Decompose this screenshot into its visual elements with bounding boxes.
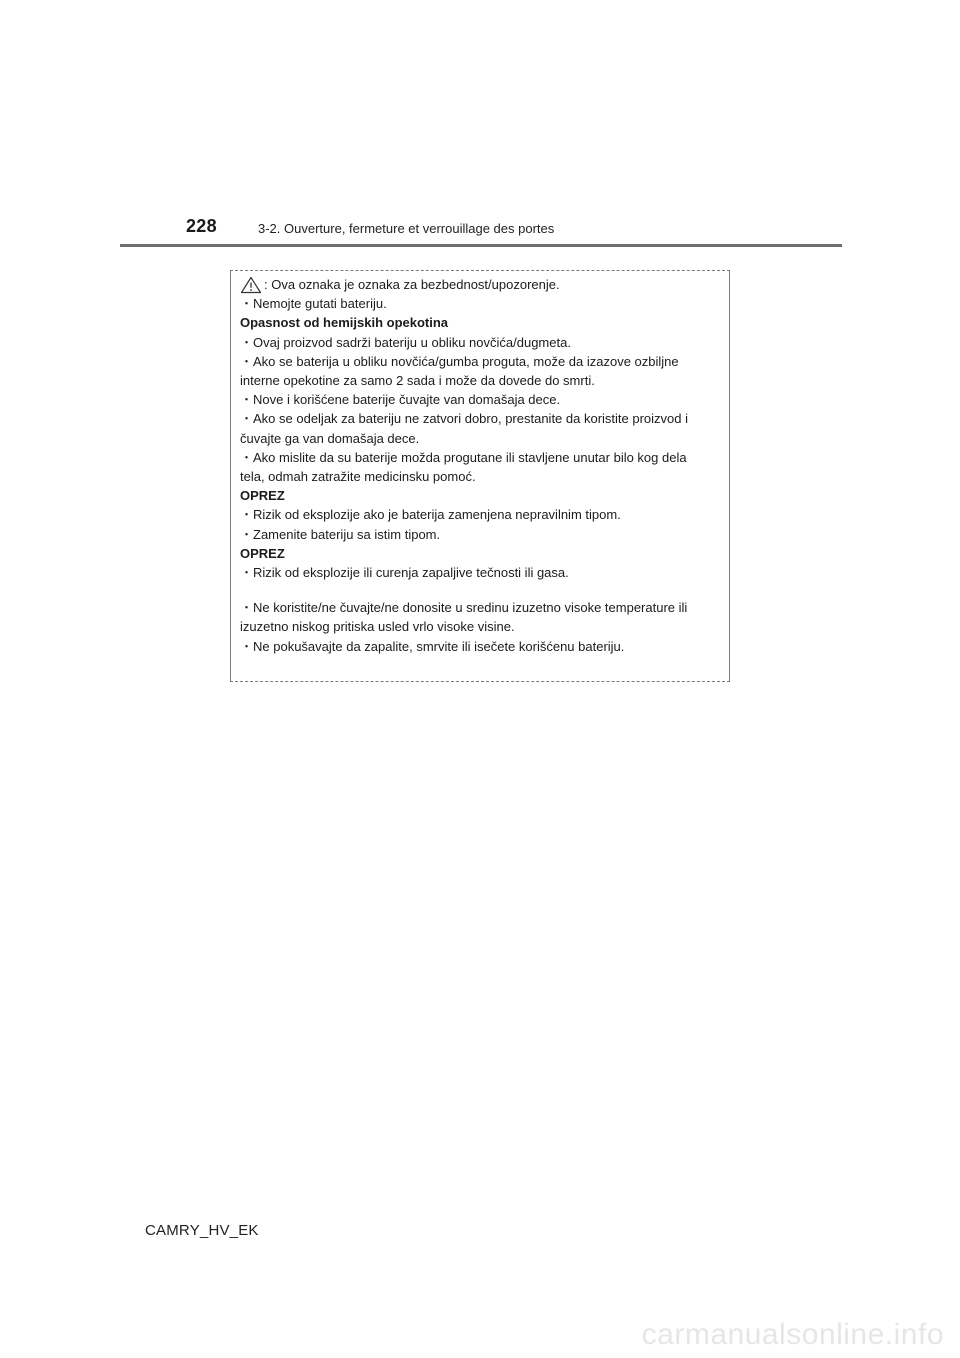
warning-first-line-text: : Ova oznaka je oznaka za bezbednost/upozorenje. xyxy=(264,277,560,292)
warning-line: ・Ne pokušavajte da zapalite, smrvite ili isečete korišćenu bateriju. xyxy=(240,638,625,654)
section-title: 3-2. Ouverture, fermeture et verrouillage des portes xyxy=(258,221,555,236)
warning-line: interne opekotine za samo 2 sada i može da dovede do smrti. xyxy=(240,373,595,389)
warning-line: ・Ako mislite da su baterije možda progutane ili stavljene unutar bilo kog dela xyxy=(240,449,687,465)
warning-line: čuvajte ga van domašaja dece. xyxy=(240,430,420,446)
page-number: 228 xyxy=(186,216,217,236)
warning-line: ・Ne koristite/ne čuvajte/ne donosite u sredinu izuzetno visoke temperature ili xyxy=(240,600,688,616)
warning-first-line xyxy=(240,275,721,294)
warning-line: ・Ovaj proizvod sadrži bateriju u obliku novčića/dugmeta. xyxy=(240,334,571,350)
warning-box-lines xyxy=(240,275,721,656)
warning-line: ・Nemojte gutati bateriju. xyxy=(240,296,387,312)
warning-triangle-icon xyxy=(240,276,262,294)
warning-line: izuzetno niskog pritiska usled vrlo visoke visine. xyxy=(240,619,515,635)
warning-line: ・Zamenite bateriju sa istim tipom. xyxy=(240,526,441,542)
warning-line: tela, odmah zatražite medicinsku pomoć. xyxy=(240,469,476,485)
warning-line: Opasnost od hemijskih opekotina xyxy=(240,315,449,331)
warning-box xyxy=(230,270,730,682)
warning-line: ・Ako se odeljak za bateriju ne zatvori dobro, prestanite da koristite proizvod i xyxy=(240,411,689,427)
warning-line: ・Nove i korišćene baterije čuvajte van domašaja dece. xyxy=(240,392,561,408)
header-rule xyxy=(120,244,842,247)
warning-line: ・Rizik od eksplozije ako je baterija zamenjena nepravilnim tipom. xyxy=(240,507,621,523)
warning-line: OPREZ xyxy=(240,488,285,504)
watermark: carmanualsonline.info xyxy=(641,1318,944,1351)
warning-line: OPREZ xyxy=(240,545,285,561)
warning-line: ・Rizik od eksplozije ili curenja zapaljive tečnosti ili gasa. xyxy=(240,565,569,581)
footer-model-code: CAMRY_HV_EK xyxy=(145,1222,259,1239)
warning-line: ・Ako se baterija u obliku novčića/gumba proguta, može da izazove ozbiljne xyxy=(240,353,679,369)
